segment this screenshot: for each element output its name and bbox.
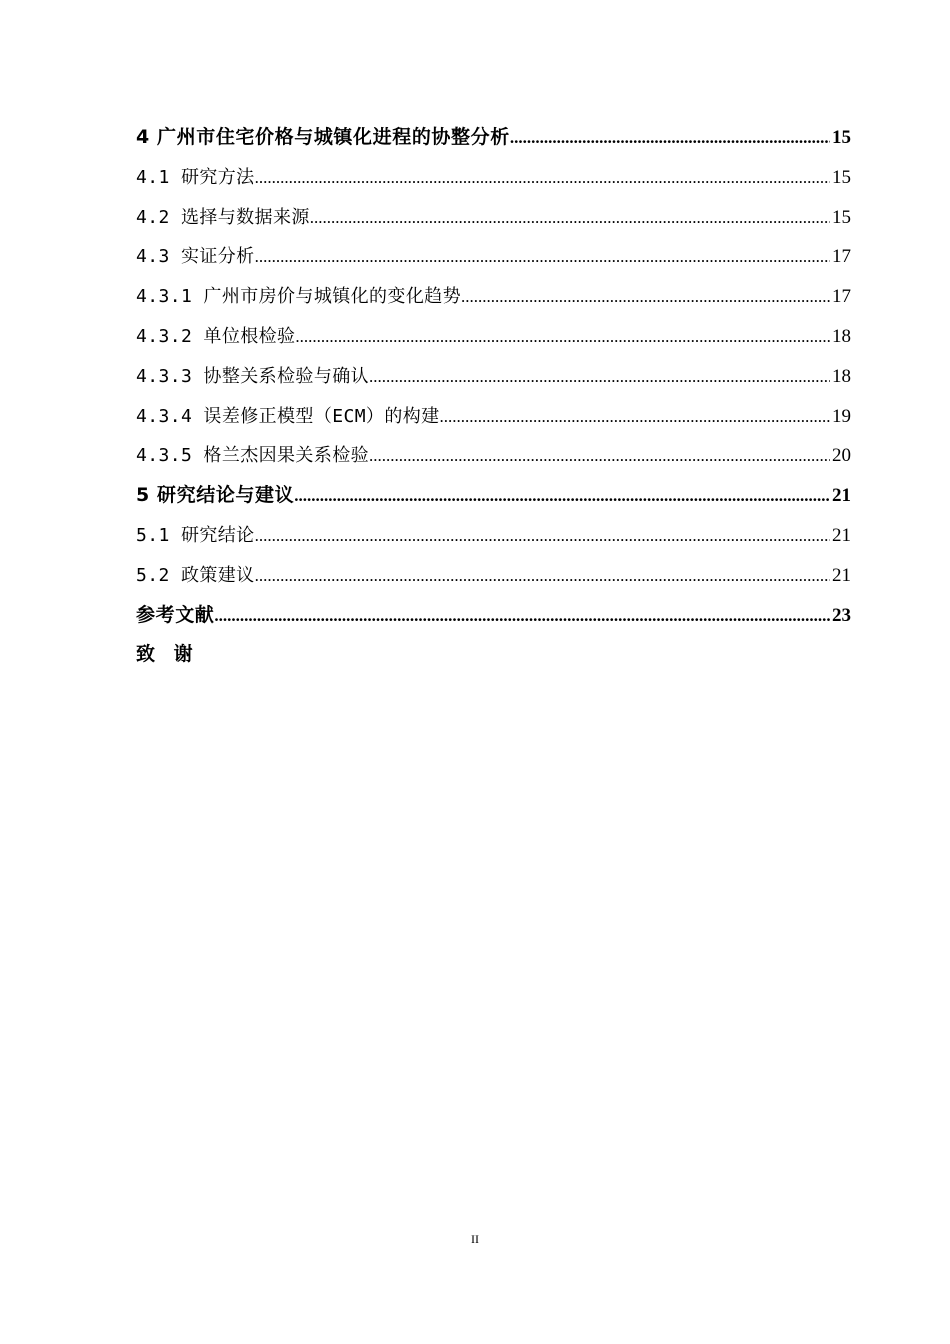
toc-entry-title: 4.2 选择与数据来源 [136, 206, 310, 228]
toc-dot-leader [255, 158, 830, 198]
toc-entry-title: 4.3.3 协整关系检验与确认 [136, 365, 370, 387]
toc-dot-leader [369, 436, 830, 476]
toc-entry-4-3[interactable] [136, 237, 851, 277]
toc-entry-4-2[interactable] [136, 198, 851, 238]
toc-entry-title: 4.1 研究方法 [136, 166, 255, 188]
table-of-contents [136, 118, 851, 675]
toc-entry-title: 4.3.5 格兰杰因果关系检验 [136, 445, 370, 467]
toc-entry-4-3-2[interactable] [136, 317, 851, 357]
toc-dot-leader [295, 317, 830, 357]
toc-entry-page: 23 [832, 604, 851, 626]
toc-entry-title: 4.3 实证分析 [136, 246, 255, 268]
toc-entry-5-1[interactable] [136, 516, 851, 556]
toc-entry-4-3-5[interactable] [136, 436, 851, 476]
toc-dot-leader [461, 277, 830, 317]
toc-dot-leader [255, 237, 830, 277]
toc-dot-leader [510, 118, 830, 158]
toc-entry-references[interactable] [136, 596, 851, 636]
toc-entry-title: 4 广州市住宅价格与城镇化进程的协整分析 [136, 126, 510, 148]
toc-entry-title: 致 谢 [136, 643, 199, 666]
toc-entry-page: 15 [832, 166, 851, 188]
toc-entry-title: 4.3.2 单位根检验 [136, 325, 296, 347]
toc-entry-page: 18 [832, 325, 851, 347]
toc-dot-leader [369, 357, 830, 397]
toc-entry-page: 15 [832, 206, 851, 228]
toc-dot-leader [255, 556, 830, 596]
toc-entry-title: 4.3.1 广州市房价与城镇化的变化趋势 [136, 286, 462, 308]
toc-entry-acknowledgements[interactable] [136, 635, 851, 675]
toc-entry-title: 5.1 研究结论 [136, 524, 255, 546]
toc-dot-leader [294, 476, 830, 516]
toc-dot-leader [440, 397, 830, 437]
page-number-footer: II [471, 1232, 479, 1246]
toc-entry-title: 参考文献 [136, 603, 215, 626]
toc-entry-5-2[interactable] [136, 556, 851, 596]
toc-entry-page: 17 [832, 286, 851, 308]
toc-entry-title: 5.2 政策建议 [136, 564, 255, 586]
toc-entry-page: 21 [832, 485, 851, 507]
toc-entry-title: 4.3.4 误差修正模型（ECM）的构建 [136, 405, 440, 427]
toc-entry-title: 5 研究结论与建议 [136, 484, 295, 507]
toc-entry-4-1[interactable] [136, 158, 851, 198]
toc-entry-page: 21 [832, 564, 851, 586]
toc-dot-leader [255, 516, 830, 556]
toc-entry-chapter-5[interactable] [136, 476, 851, 516]
toc-dot-leader [310, 198, 830, 238]
toc-entry-chapter-4[interactable] [136, 118, 851, 158]
toc-entry-4-3-4[interactable] [136, 397, 851, 437]
toc-entry-page: 21 [832, 524, 851, 546]
toc-entry-page: 20 [832, 445, 851, 467]
toc-entry-page: 15 [832, 127, 851, 148]
toc-entry-page: 19 [832, 405, 851, 427]
toc-entry-page: 18 [832, 365, 851, 387]
toc-entry-4-3-3[interactable] [136, 357, 851, 397]
toc-entry-4-3-1[interactable] [136, 277, 851, 317]
toc-entry-page: 17 [832, 246, 851, 268]
toc-dot-leader [214, 596, 830, 636]
